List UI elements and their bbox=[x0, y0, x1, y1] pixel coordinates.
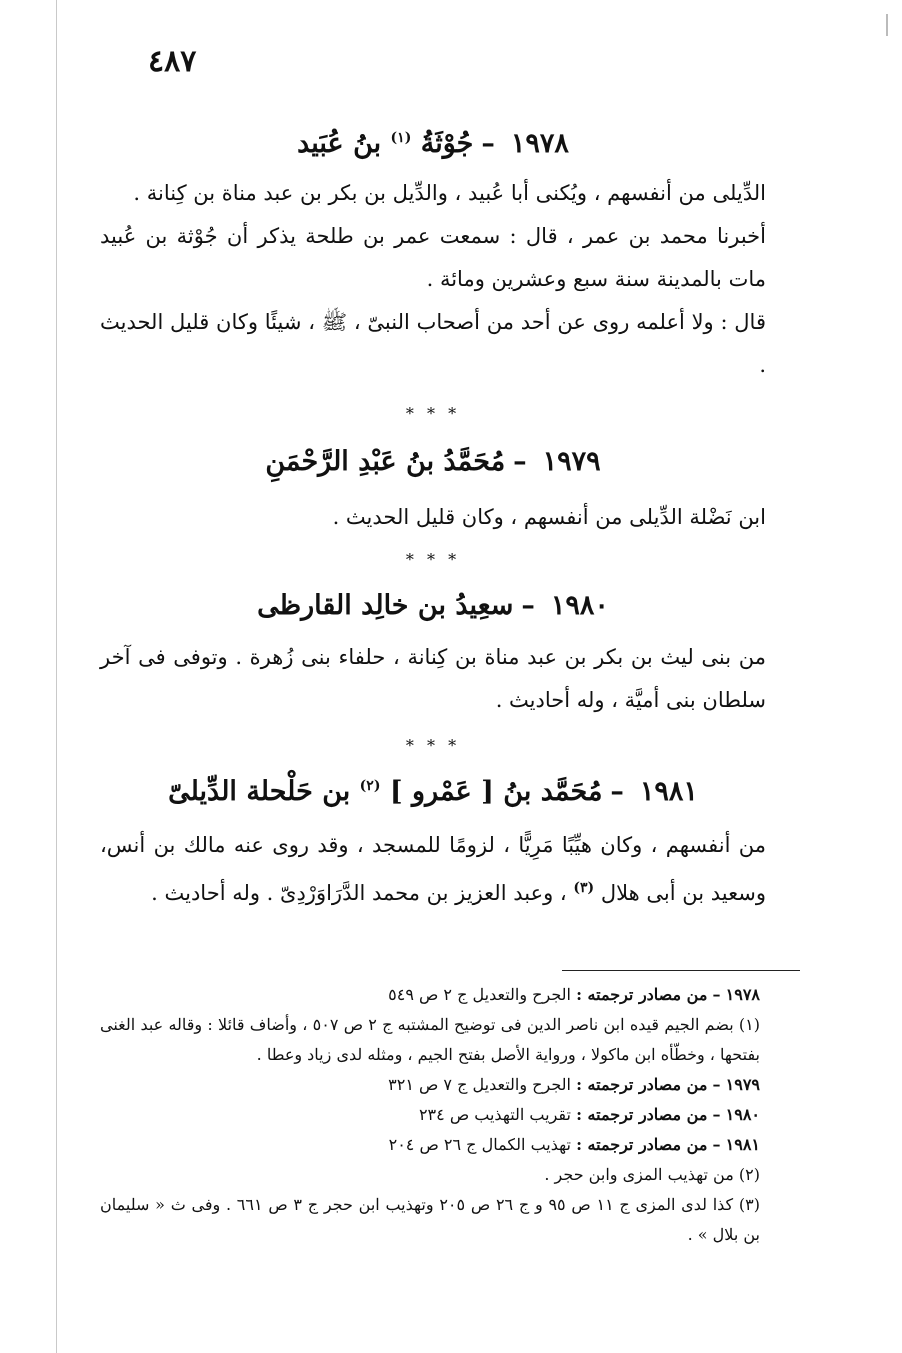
footnote-rule bbox=[562, 970, 800, 971]
footnote-label: من مصادر ترجمته : bbox=[576, 1135, 708, 1154]
entry-name-rest: بن حَلْحلة الدِّيلىّ bbox=[168, 776, 351, 807]
paragraph bbox=[100, 824, 766, 915]
paragraph-text: ، وعبد العزيز بن محمد الدَّرَاوَرْدِىّ . وله أحاديث . bbox=[151, 881, 567, 905]
footnote-text: من تهذيب المزى وابن حجر . bbox=[544, 1165, 734, 1184]
entry-name: سعِيدُ بن خالِد القارظى bbox=[257, 590, 514, 621]
footnote-2 bbox=[100, 1160, 760, 1190]
title-dash: – bbox=[513, 446, 527, 477]
entry-number: ١٩٨٠ bbox=[550, 590, 609, 621]
entry-name: مُحَمَّد بنُ [ عَمْرو ] bbox=[389, 776, 603, 807]
footnote-number: (٢) bbox=[738, 1165, 760, 1184]
paragraph: الدِّيلى من أنفسهم ، ويُكنى أبا عُبيد ، والدِّيل بن بكر بن عبد مناة بن كِنانة . bbox=[133, 181, 766, 205]
paragraph: أخبرنا محمد بن عمر ، قال : سمعت عمر بن طلحة يذكر أن جُوْثة بن عُبيد مات بالمدينة سنة سبع وعشرين ومائة . bbox=[100, 224, 766, 291]
footnote-text: تهذيب الكمال ج ٢٦ ص ٢٠٤ bbox=[388, 1135, 571, 1154]
footnote-number: (٣) bbox=[738, 1195, 761, 1214]
footnote-text: الجرح والتعديل ج ٢ ص ٥٤٩ bbox=[388, 985, 571, 1004]
footnote-label: من مصادر ترجمته : bbox=[576, 1105, 708, 1124]
title-dash: – bbox=[610, 776, 624, 807]
footnote-dash: – bbox=[712, 1105, 721, 1124]
entry-1979-title bbox=[100, 446, 766, 477]
paragraph-text: من أنفسهم ، وكان هيِّبًا مَرِيًّا ، لزومًا للمسجد ، وقد روى عنه مالك بن أنس، وسعيد بن أبى هلال bbox=[100, 833, 766, 905]
page-number: ٤٨٧ bbox=[148, 44, 197, 79]
footnote-text: كذا لدى المزى ج ١١ ص ٩٥ و ج ٢٦ ص ٢٠٥ وتهذيب ابن حجر ج ٣ ص ٦٦١ . وفى ث « سليمان بن بلال » . bbox=[100, 1195, 760, 1244]
footnote-number: ١٩٨١ bbox=[725, 1135, 760, 1154]
footnote-text: بضم الجيم قيده ابن ناصر الدين فى توضيح المشتبه ج ٢ ص ٥٠٧ ، وأضاف قائلا : وقاله عبد الغنى بفتحها ، وخطّأه ابن ماكولا ، ورواية الأصل بفتح الجيم ، ومثله لدى زياد وعطا . bbox=[100, 1015, 760, 1064]
entry-number: ١٩٧٨ bbox=[510, 128, 569, 159]
title-dash: – bbox=[481, 128, 495, 159]
paragraph: ابن نَضْلة الدِّيلى من أنفسهم ، وكان قليل الحديث . bbox=[332, 505, 766, 529]
footnote-text: الجرح والتعديل ج ٧ ص ٣٢١ bbox=[388, 1075, 571, 1094]
entry-separator: * * * bbox=[405, 404, 461, 423]
title-dash: – bbox=[521, 590, 535, 621]
footnote-ref: (١) bbox=[390, 130, 412, 146]
paragraph: من بنى ليث بن بكر بن عبد مناة بن كِنانة ، حلفاء بنى زُهرة . وتوفى فى آخر سلطان بنى أميَّة ، وله أحاديث . bbox=[100, 645, 766, 712]
entry-name: جُوْثَةُ bbox=[420, 128, 474, 159]
footnote-number: ١٩٨٠ bbox=[725, 1105, 760, 1124]
footnote-source-1981 bbox=[100, 1130, 760, 1160]
entry-1981-body bbox=[100, 824, 766, 915]
entry-1978-title bbox=[100, 128, 766, 159]
footnote-source-1978 bbox=[100, 980, 760, 1010]
footnote-ref: (٢) bbox=[359, 778, 381, 794]
paragraph: قال : ولا أعلمه روى عن أحد من أصحاب النبىّ ، ﷺ ، شيئًا وكان قليل الحديث . bbox=[100, 310, 766, 377]
entry-separator: * * * bbox=[405, 550, 461, 569]
footnote-1 bbox=[100, 1010, 760, 1070]
footnote-dash: – bbox=[712, 985, 721, 1004]
footnote-number: (١) bbox=[738, 1015, 761, 1034]
margin-rule bbox=[56, 0, 57, 1353]
footnote-3 bbox=[100, 1190, 760, 1250]
footnote-text: تقريب التهذيب ص ٢٣٤ bbox=[418, 1105, 571, 1124]
entry-1979-body bbox=[100, 496, 766, 539]
entry-1978-body bbox=[100, 172, 766, 387]
footnotes bbox=[100, 980, 760, 1250]
footnote-dash: – bbox=[712, 1075, 721, 1094]
footnote-number: ١٩٧٩ bbox=[725, 1075, 760, 1094]
footnote-source-1980 bbox=[100, 1100, 760, 1130]
footnote-number: ١٩٧٨ bbox=[725, 985, 760, 1004]
entry-number: ١٩٧٩ bbox=[542, 446, 601, 477]
footnote-label: من مصادر ترجمته : bbox=[576, 985, 708, 1004]
scan-corner-mark bbox=[886, 14, 888, 36]
entry-name-rest: بنُ عُبَيد bbox=[297, 128, 382, 159]
footnote-dash: – bbox=[712, 1135, 721, 1154]
entry-name: مُحَمَّدُ بنُ عَبْدِ الرَّحْمَنِ bbox=[265, 446, 506, 477]
entry-1981-title bbox=[100, 776, 766, 807]
footnote-source-1979 bbox=[100, 1070, 760, 1100]
entry-1980-body bbox=[100, 636, 766, 722]
footnote-ref: (٣) bbox=[573, 880, 595, 896]
entry-separator: * * * bbox=[405, 736, 461, 755]
entry-1980-title bbox=[100, 590, 766, 621]
footnote-label: من مصادر ترجمته : bbox=[576, 1075, 708, 1094]
entry-number: ١٩٨١ bbox=[639, 776, 698, 807]
